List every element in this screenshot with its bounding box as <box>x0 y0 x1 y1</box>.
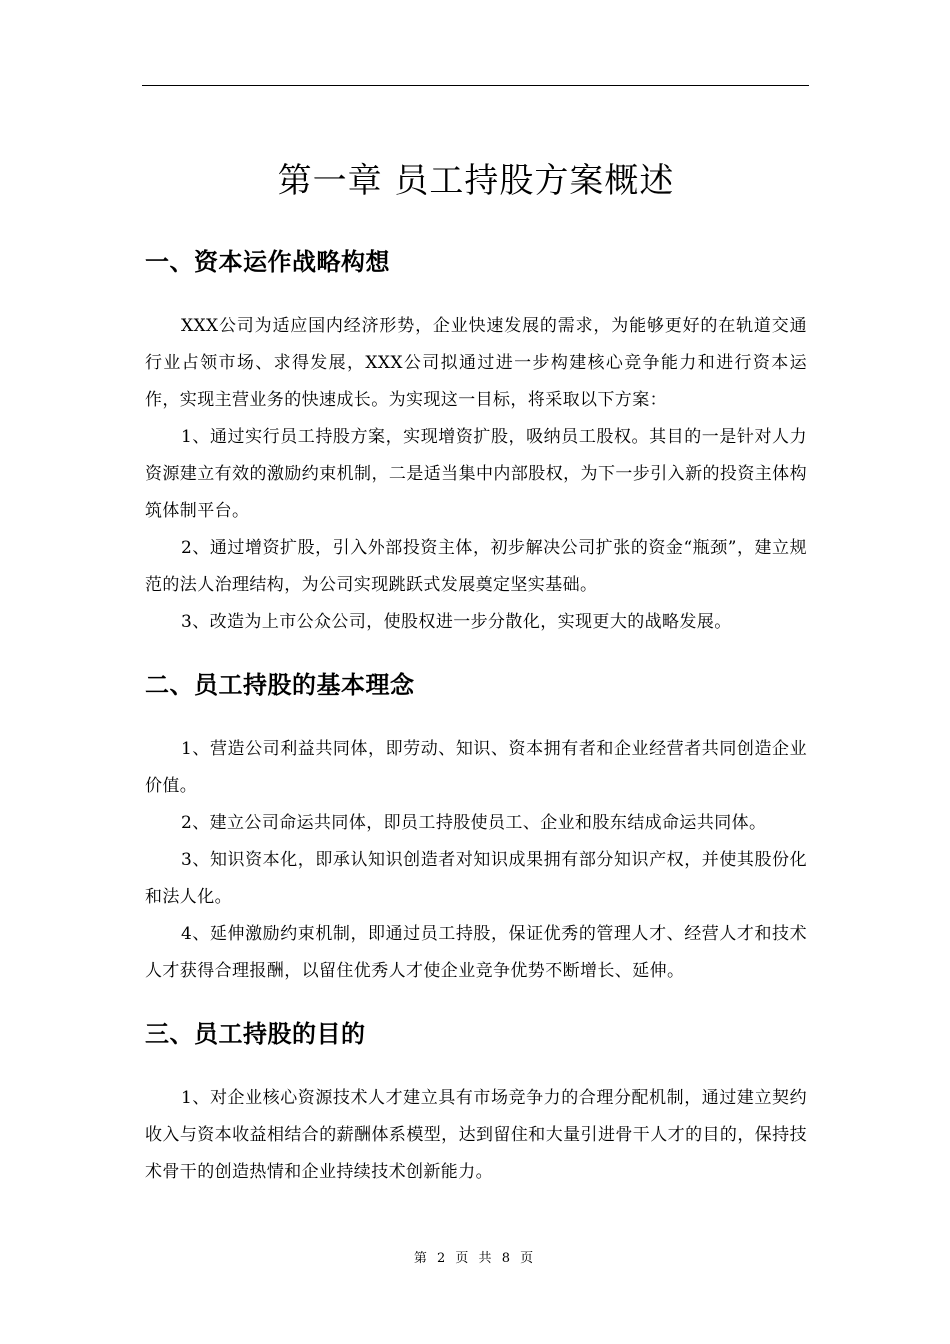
section-basic-concepts <box>145 665 807 990</box>
paragraph: 2、通过增资扩股，引入外部投资主体，初步解决公司扩张的资金“瓶颈”，建立规范的法人治理结构，为公司实现跳跃式发展奠定坚实基础。 <box>145 538 807 595</box>
paragraph: XXX公司为适应国内经济形势，企业快速发展的需求，为能够更好的在轨道交通行业占领市场、求得发展，XXX公司拟通过进一步构建核心竞争能力和进行资本运作，实现主营业务的快速成长。为实现这一目标，将采取以下方案： <box>145 316 807 410</box>
header-rule <box>142 85 809 86</box>
paragraph: 4、延伸激励约束机制，即通过员工持股，保证优秀的管理人才、经营人才和技术人才获得合理报酬，以留住优秀人才使企业竞争优势不断增长、延伸。 <box>145 924 807 981</box>
section-purpose <box>145 1014 807 1191</box>
section-heading: 三、员工持股的目的 <box>145 1020 366 1048</box>
section-capital-strategy <box>145 242 807 641</box>
paragraph: 3、改造为上市公众公司，使股权进一步分散化，实现更大的战略发展。 <box>181 612 732 632</box>
section-heading: 二、员工持股的基本理念 <box>145 671 415 699</box>
chapter-title: 第一章 员工持股方案概述 <box>277 161 675 201</box>
paragraph: 1、对企业核心资源技术人才建立具有市场竞争力的合理分配机制，通过建立契约收入与资本收益相结合的薪酬体系模型，达到留住和大量引进骨干人才的目的，保持技术骨干的创造热情和企业持续技术创新能力。 <box>145 1088 807 1182</box>
section-heading: 一、资本运作战略构想 <box>145 248 390 276</box>
paragraph: 3、知识资本化，即承认知识创造者对知识成果拥有部分知识产权，并使其股份化和法人化。 <box>145 850 807 907</box>
paragraph: 2、建立公司命运共同体，即员工持股使员工、企业和股东结成命运共同体。 <box>181 813 767 833</box>
paragraph: 1、通过实行员工持股方案，实现增资扩股，吸纳员工股权。其目的一是针对人力资源建立有效的激励约束机制，二是适当集中内部股权，为下一步引入新的投资主体构筑体制平台。 <box>145 427 807 521</box>
document-body <box>145 150 807 1215</box>
paragraph: 1、营造公司利益共同体，即劳动、知识、资本拥有者和企业经营者共同创造企业价值。 <box>145 739 807 796</box>
page-number-footer: 第 2 页 共 8 页 <box>413 1251 537 1266</box>
